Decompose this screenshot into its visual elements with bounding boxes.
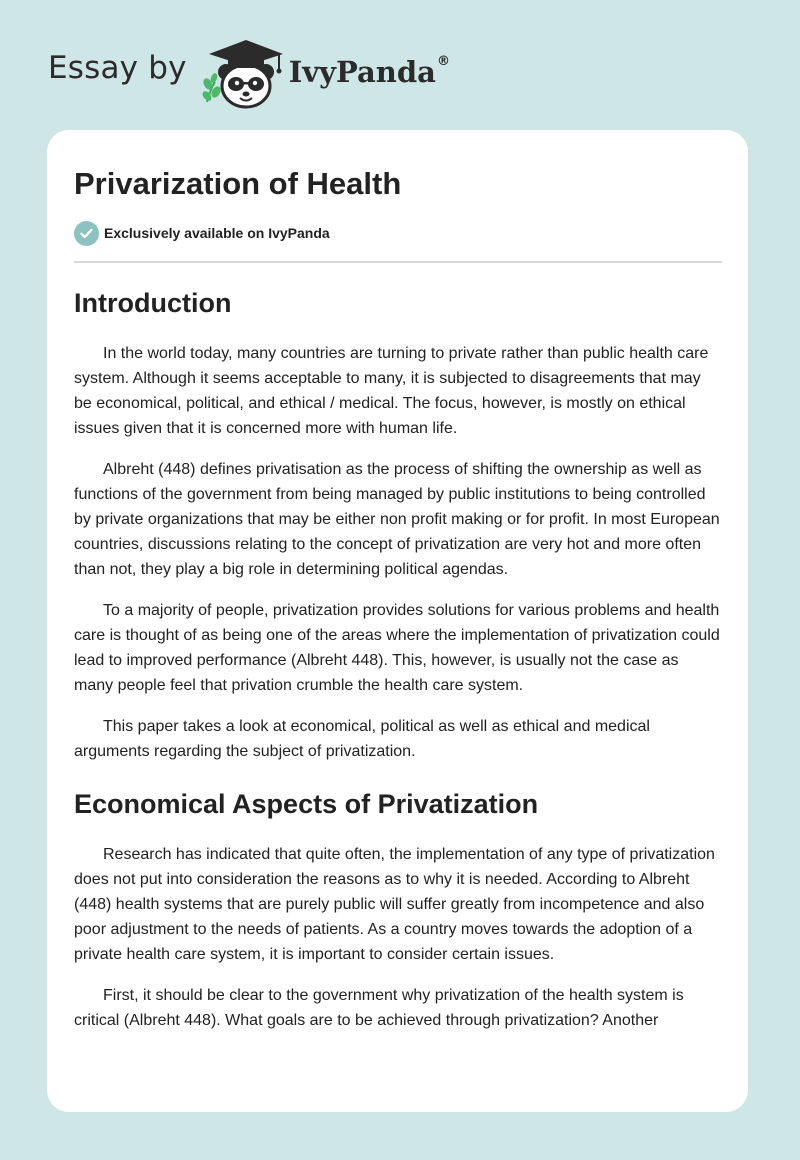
divider — [74, 261, 722, 263]
paragraph: This paper takes a look at economical, political as well as ethical and medical arguments regarding the subject of privatization. — [74, 718, 650, 760]
page-title: Privarization of Health — [74, 166, 402, 201]
essay-card — [47, 130, 748, 1112]
paragraph: Research has indicated that quite often, the implementation of any type of privatization does not put into consideration the reasons as to why it is needed. According to Albreht (448) health systems that are purely public will suffer greatly from incompetence and also poor adjustment to the needs of patients. As a country moves towards the adoption of a private health care system, it is important to consider certain issues. — [74, 846, 715, 963]
section-heading-economical-aspects: Economical Aspects of Privatization — [74, 789, 539, 819]
check-icon — [74, 221, 99, 246]
exclusive-notice — [74, 220, 722, 246]
paragraph: To a majority of people, privatization provides solutions for various problems and health care is thought of as being one of the areas where the implementation of privatization could lead to improved performance (Albreht 448). This, however, is usually not the case as many people feel that privation crumble the health care system. — [74, 602, 720, 694]
section-heading-introduction: Introduction — [74, 288, 232, 318]
paragraph: In the world today, many countries are turning to private rather than public health care system. Although it seems acceptable to many, it is subjected to disagreements that may be economical, political, and ethical / medical. The focus, however, is mostly on ethical issues given that it is concerned more with human life. — [74, 345, 709, 437]
essay-content — [47, 130, 748, 1033]
paragraph: First, it should be clear to the government why privatization of the health system is critical (Albreht 448). What goals are to be achieved through privatization? Another — [74, 987, 684, 1029]
registered-mark: ® — [436, 54, 450, 70]
brand-name-text: IvyPanda — [288, 55, 436, 89]
paragraph: Albreht (448) defines privatisation as the process of shifting the ownership as well as functions of the government from being managed by public institutions to being controlled by private organizations that may be either non profit making or for profit. In most European countries, discussions relating to the concept of privatization are very hot and more often than not, they play a big role in determining political agendas. — [74, 461, 720, 578]
exclusive-label: Exclusively available on IvyPanda — [104, 225, 330, 241]
brand-header[interactable] — [48, 36, 450, 112]
panda-logo-icon — [199, 36, 291, 112]
brand-name — [289, 55, 450, 89]
brand-prefix: Essay by — [48, 50, 187, 86]
